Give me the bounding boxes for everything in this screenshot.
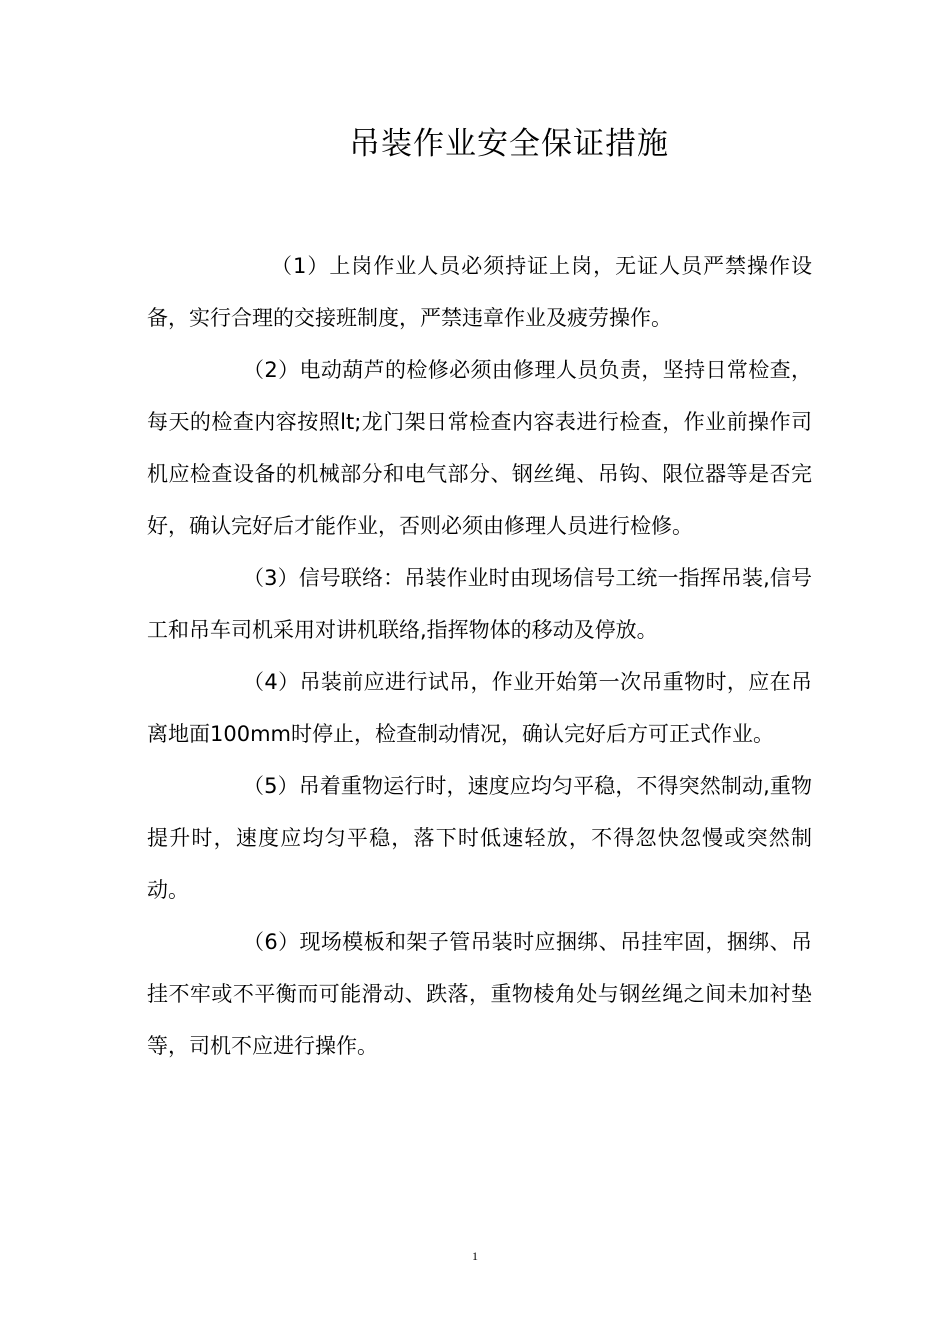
paragraph-3: （3）信号联络：吊装作业时由现场信号工统一指挥吊装,信号工和吊车司机采用对讲机联络,指挥物体的移动及停放。 bbox=[147, 566, 812, 642]
paragraph-1: （1）上岗作业人员必须持证上岗，无证人员严禁操作设备，实行合理的交接班制度，严禁违章作业及疲劳操作。 bbox=[147, 254, 812, 330]
paragraph-4: （4）吊装前应进行试吊，作业开始第一次吊重物时，应在吊离地面100mm时停止，检查制动情况，确认完好后方可正式作业。 bbox=[147, 670, 812, 746]
paragraph-6: （6）现场模板和架子管吊装时应捆绑、吊挂牢固，捆绑、吊挂不牢或不平衡而可能滑动、跌落，重物棱角处与钢丝绳之间未加衬垫等，司机不应进行操作。 bbox=[147, 930, 812, 1058]
paragraph-2: （2）电动葫芦的检修必须由修理人员负责，坚持日常检查，每天的检查内容按照lt;龙门架日常检查内容表进行检查，作业前操作司机应检查设备的机械部分和电气部分、钢丝绳、吊钩、限位器等是否完好，确认完好后才能作业，否则必须由修理人员进行检修。 bbox=[147, 358, 812, 538]
paragraph-5: （5）吊着重物运行时，速度应均匀平稳，不得突然制动,重物提升时，速度应均匀平稳，落下时低速轻放，不得忽快忽慢或突然制动。 bbox=[147, 774, 812, 902]
document-title: 吊装作业安全保证措施 bbox=[349, 126, 669, 162]
page-number: 1 bbox=[472, 1249, 478, 1263]
document-body bbox=[147, 240, 812, 1072]
